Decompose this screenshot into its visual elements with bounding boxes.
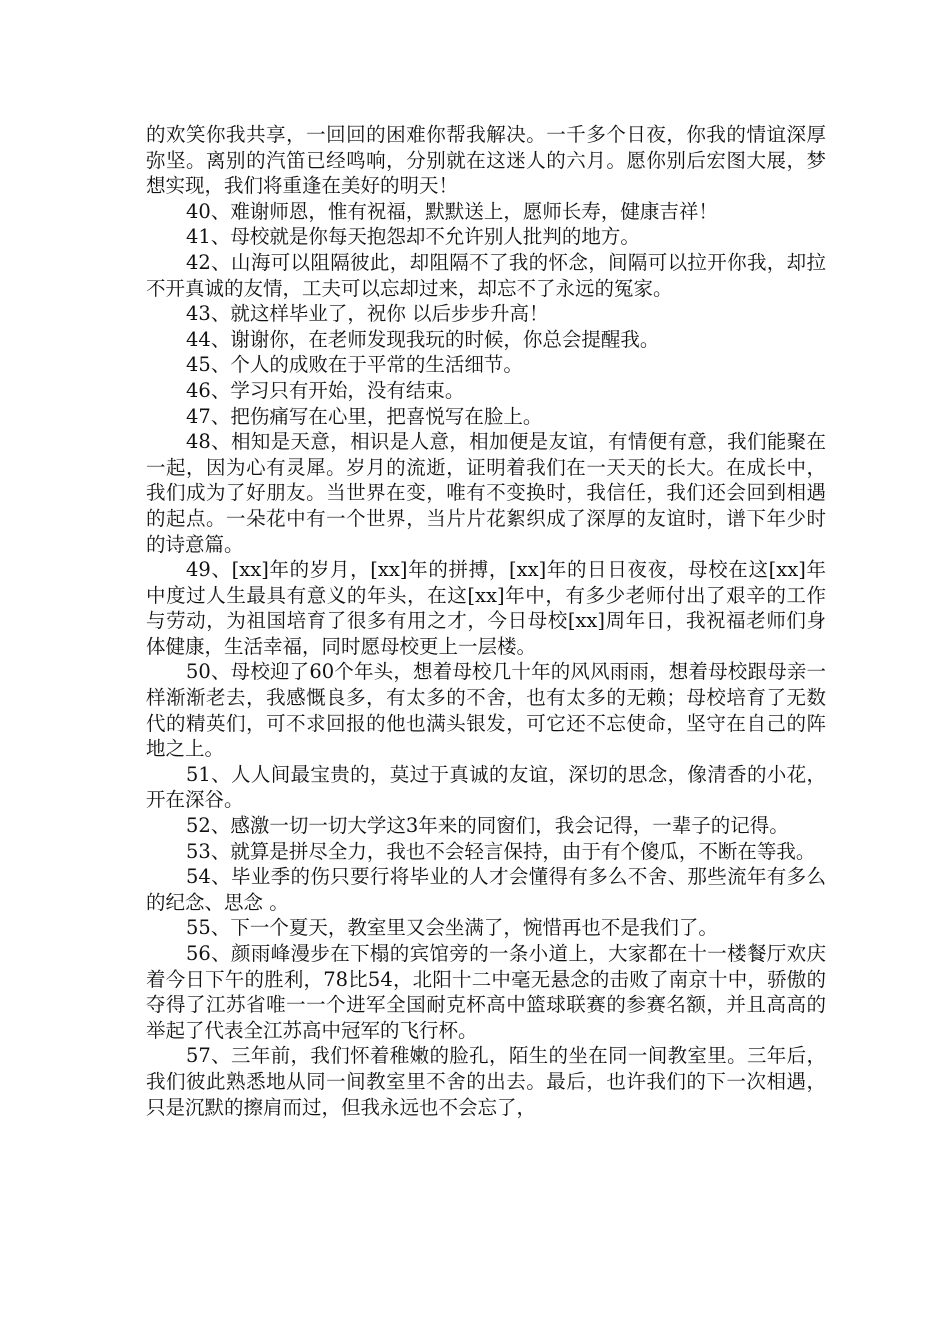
paragraph-53: 53、就算是拼尽全力，我也不会轻言保持，由于有个傻瓜，不断在等我。: [186, 839, 816, 863]
paragraph-45: 45、个人的成败在于平常的生活细节。: [186, 353, 523, 377]
paragraph-46: 46、学习只有开始，没有结束。: [186, 378, 465, 402]
paragraph-43: 43、就这样毕业了，祝你 以后步步升高！: [186, 302, 549, 326]
paragraph-42: 42、山海可以阻隔彼此，却阻隔不了我的怀念，间隔可以拉开你我，却拉不开真诚的友情，工夫可以忘却过来，却忘不了永远的冤家。: [146, 250, 826, 300]
paragraph-56: 56、颜雨峰漫步在下榻的宾馆旁的一条小道上，大家都在十一楼餐厅欢庆着今日下午的胜利，78比54，北阳十二中毫无悬念的击败了南京十中，骄傲的夺得了江苏省唯一一个进军全国耐克杯高中篮球联赛的参赛名额，并且高高的举起了代表全江苏高中冠军的飞行杯。: [146, 942, 826, 1042]
paragraph-40: 40、难谢师恩，惟有祝福，默默送上，愿师长寿，健康吉祥！: [186, 199, 718, 223]
paragraph-continued: 的欢笑你我共享，一回回的困难你帮我解决。一千多个日夜，你我的情谊深厚弥坚。离别的汽笛已经鸣响，分别就在这迷人的六月。愿你别后宏图大展，梦想实现，我们将重逢在美好的明天！: [146, 123, 826, 198]
paragraph-49: 49、[xx]年的岁月，[xx]年的拼搏，[xx]年的日日夜夜，母校在这[xx]年中度过人生最具有意义的年头，在这[xx]年中，有多少老师付出了艰辛的工作与劳动，为祖国培育了很多有用之才，今日母校[xx]周年日，我祝福老师们身体健康，生活幸福，同时愿母校更上一层楼。: [146, 558, 826, 658]
paragraph-54: 54、毕业季的伤只要行将毕业的人才会懂得有多么不舍、那些流年有多么的纪念、思念 。: [146, 865, 826, 914]
paragraph-57: 57、三年前，我们怀着稚嫩的脸孔，陌生的坐在同一间教室里。三年后，我们彼此熟悉地从同一间教室里不舍的出去。最后，也许我们的下一次相遇，只是沉默的擦肩而过，但我永远也不会忘了，: [146, 1044, 826, 1119]
paragraph-50: 50、母校迎了60个年头，想着母校几十年的风风雨雨，想着母校跟母亲一样渐渐老去，我感慨良多，有太多的不舍，也有太多的无赖；母校培育了无数代的精英们，可不求回报的他也满头银发，可它还不忘使命，坚守在自己的阵地之上。: [146, 660, 826, 761]
paragraph-55: 55、下一个夏天，教室里又会坐满了，惋惜再也不是我们了。: [186, 916, 718, 940]
paragraph-44: 44、谢谢你，在老师发现我玩的时候，你总会提醒我。: [186, 327, 660, 351]
paragraph-51: 51、人人间最宝贵的，莫过于真诚的友谊，深切的思念，像清香的小花，开在深谷。: [146, 762, 826, 812]
paragraph-41: 41、母校就是你每天抱怨却不允许别人批判的地方。: [186, 225, 640, 249]
paragraph-47: 47、把伤痛写在心里，把喜悦写在脸上。: [186, 404, 543, 428]
document-page: [146, 122, 826, 1120]
paragraph-52: 52、感激一切一切大学这3年来的同窗们，我会记得，一辈子的记得。: [186, 814, 789, 838]
paragraph-48: 48、相知是天意，相识是人意，相加便是友谊，有情便有意，我们能聚在一起，因为心有灵犀。岁月的流逝，证明着我们在一天天的长大。在成长中，我们成为了好朋友。当世界在变，唯有不变换时，我信任，我们还会回到相遇的起点。一朵花中有一个世界，当片片花絮织成了深厚的友谊时，谱下年少时的诗意篇。: [146, 430, 826, 556]
